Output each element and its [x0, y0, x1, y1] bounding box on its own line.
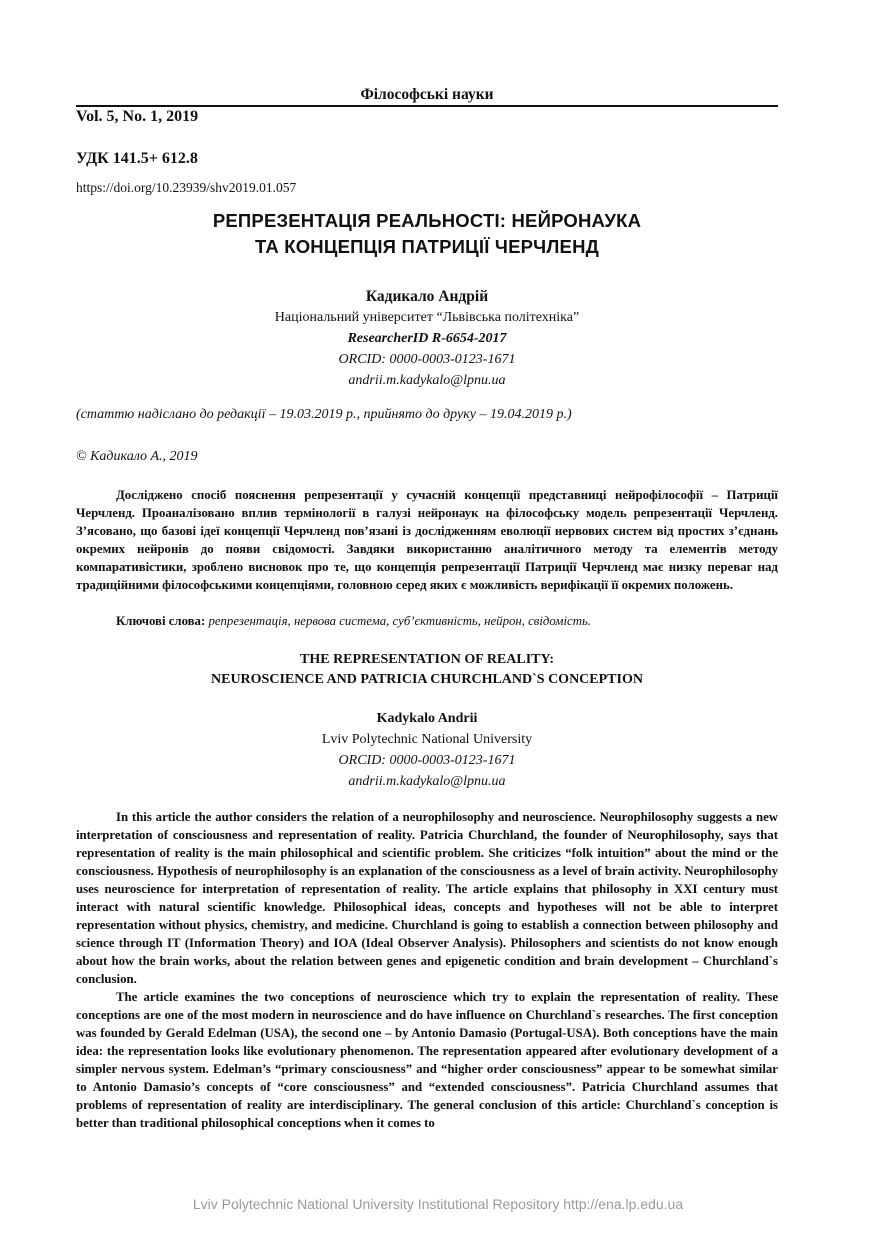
title-en-line-2: NEUROSCIENCE AND PATRICIA CHURCHLAND`S CONCEPTION	[211, 672, 643, 687]
abstract-uk	[76, 486, 778, 594]
orcid-uk: ORCID: 0000-0003-0123-1671	[338, 352, 516, 367]
affiliation-uk: Національний університет “Львівська політехніка”	[274, 310, 580, 325]
abstract-en-paragraph-2: The article examines the two conceptions of neuroscience which try to explain the representation of reality. These conceptions are one of the most modern in neuroscience and do have influence on Churchland`s researches. The first conception was founded by Gerald Edelman (USA), the second one – by Antonio Damasio (Portugal-USA). Both conceptions have the main idea: the representation looks like evolutionary phenomenon. The representation appeared after evolutionary development of a simpler nervous system. Edelman’s “primary consciousness” and “higher order consciousness” appear to be somewhat similar to Antonio Damasio’s concepts of “core consciousness” and “extended consciousness”. Patricia Churchland assumes that problems of representation of reality are interdisciplinary. The general conclusion of this article: Churchland`s conception is better than traditional philosophical conceptions when it comes to	[76, 990, 778, 1130]
researcher-id: ResearcherID R-6654-2017	[347, 331, 507, 346]
abstract-uk-text: Досліджено спосіб пояснення репрезентації у сучасній концепції представниці нейрофілософії – Патриції Черчленд. Проаналізовано вплив термінології в галузі нейронаук на філософську модель репрезентації Черчленд. З’ясовано, що базові ідеї концепції Черчленд пов’язані із дослідженням еволюції нервових систем від простих з’єднань окремих нейронів до появи свідомості. Завдяки використанню аналітичного методу та елементів методу компаративістики, зроблено висновок про те, що концепція репрезентації Патриції Черчленд має низку переваг над традиційними філософськими концепціями, головною серед яких є можливість верифікації її окремих положень.	[76, 488, 778, 592]
email-uk[interactable]: andrii.m.kadykalo@lpnu.ua	[348, 373, 506, 388]
keywords-uk-label: Ключові слова:	[116, 614, 206, 628]
author-name-en: Kadykalo Andrii	[376, 711, 478, 726]
keywords-uk-text: репрезентація, нервова система, суб’єктивність, нейрон, свідомість.	[208, 614, 591, 628]
running-header: Філософські науки	[360, 86, 494, 103]
repository-footer: Lviv Polytechnic National University Institutional Repository http://ena.lp.edu.ua	[192, 1196, 684, 1212]
affiliation-en: Lviv Polytechnic National University	[321, 732, 533, 747]
abstract-en	[76, 808, 778, 1132]
article-title-uk	[76, 208, 778, 260]
copyright-notice: © Кадикало А., 2019	[76, 449, 198, 464]
title-uk-line-1: РЕПРЕЗЕНТАЦІЯ РЕАЛЬНОСТІ: НЕЙРОНАУКА	[212, 210, 642, 231]
header-rule	[76, 105, 778, 107]
doi-link[interactable]: https://doi.org/10.23939/shv2019.01.057	[76, 180, 297, 195]
keywords-uk	[76, 612, 778, 630]
abstract-en-paragraph-1: In this article the author considers the relation of a neurophilosophy and neuroscience. Neurophilosophy suggests a new interpretation of consciousness and representation of reality. Patricia Churchland, the founder of Neurophilosophy, says that representation of reality is the main philosophical and scientific problem. She criticizes “folk intuition” about the mind or the consciousness. Hypothesis of neurophilosophy is an explanation of the consciousness as a level of brain activity. Neurophilosophy uses neuroscience for interpretation of representation of reality. The article explains that philosophy in XXI century must interact with natural scientific knowledge. Philosophical ideas, concepts and hypotheses will not be able to interpret representation without physics, chemistry, and medicine. Churchland is going to establish a connection between philosophy and science through IT (Information Theory) and IOA (Ideal Observer Analysis). Philosophers and scientists do not know enough about how the brain works, about the relation between genes and epigenetic condition and brain development – Churchland`s conclusion.	[76, 810, 778, 986]
volume-info: Vol. 5, No. 1, 2019	[76, 108, 199, 125]
email-en[interactable]: andrii.m.kadykalo@lpnu.ua	[348, 774, 506, 789]
submission-dates: (статтю надіслано до редакції – 19.03.2019 р., прийнято до друку – 19.04.2019 р.)	[76, 407, 572, 422]
author-name-uk: Кадикало Андрій	[365, 288, 489, 305]
title-en-line-1: THE REPRESENTATION OF REALITY:	[300, 652, 554, 667]
orcid-en: ORCID: 0000-0003-0123-1671	[338, 753, 516, 768]
title-uk-line-2: ТА КОНЦЕПЦІЯ ПАТРИЦІЇ ЧЕРЧЛЕНД	[254, 236, 600, 257]
article-title-en	[76, 650, 778, 690]
udk-code: УДК 141.5+ 612.8	[76, 150, 198, 167]
